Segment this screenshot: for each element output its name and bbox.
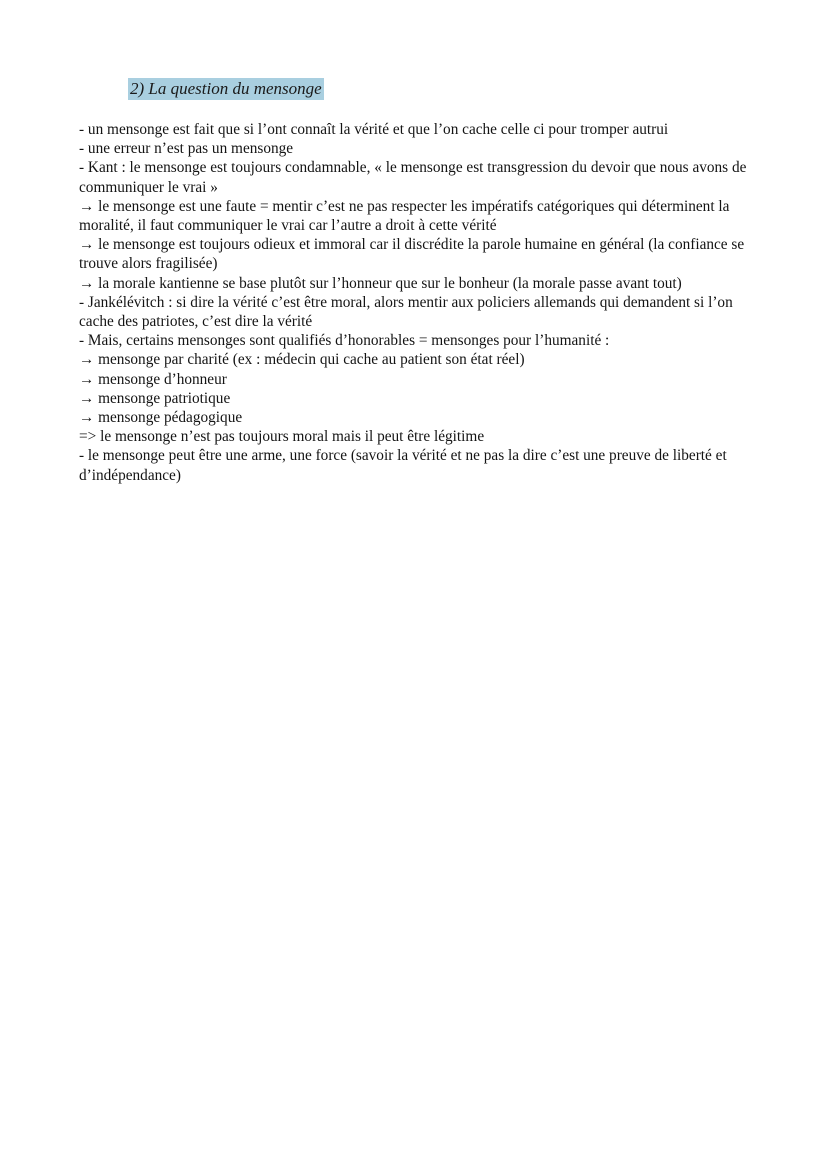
text-line: → mensonge patriotique [79, 389, 231, 407]
section-heading-container [128, 78, 324, 100]
text-line: - Jankélévitch : si dire la vérité c’est être moral, alors mentir aux policiers allemands qui demandent si l’on cache des patriotes, c’est dire la vérité [79, 293, 733, 331]
text-line: - Mais, certains mensonges sont qualifiés d’honorables = mensonges pour l’humanité : [79, 332, 610, 350]
text-line: → le mensonge est toujours odieux et immoral car il discrédite la parole humaine en général (la confiance se trouve alors fragilisée) [79, 236, 745, 273]
text-line: - une erreur n’est pas un mensonge [79, 140, 294, 158]
text-line: - Kant : le mensonge est toujours condamnable, « le mensonge est transgression du devoir que nous avons de communiquer le vrai » [79, 159, 747, 196]
text-line: → mensonge par charité (ex : médecin qui cache au patient son état réel) [79, 351, 525, 369]
text-line: => le mensonge n’est pas toujours moral mais il peut être légitime [79, 428, 485, 446]
text-line: - un mensonge est fait que si l’ont connaît la vérité et que l’on cache celle ci pour tromper autrui [79, 121, 669, 138]
body-text [79, 120, 759, 485]
text-line: → mensonge d’honneur [79, 370, 227, 388]
text-line: → mensonge pédagogique [79, 409, 243, 427]
text-line: → la morale kantienne se base plutôt sur l’honneur que sur le bonheur (la morale passe avant tout) [79, 274, 682, 292]
text-line: → le mensonge est une faute = mentir c’est ne pas respecter les impératifs catégoriques qui déterminent la moralité, il faut communiquer le vrai car l’autre a droit à cette vérité [79, 197, 730, 235]
text-line: - le mensonge peut être une arme, une force (savoir la vérité et ne pas la dire c’est une preuve de liberté et d’indépendance) [79, 447, 727, 484]
section-heading: 2) La question du mensonge [130, 79, 322, 98]
